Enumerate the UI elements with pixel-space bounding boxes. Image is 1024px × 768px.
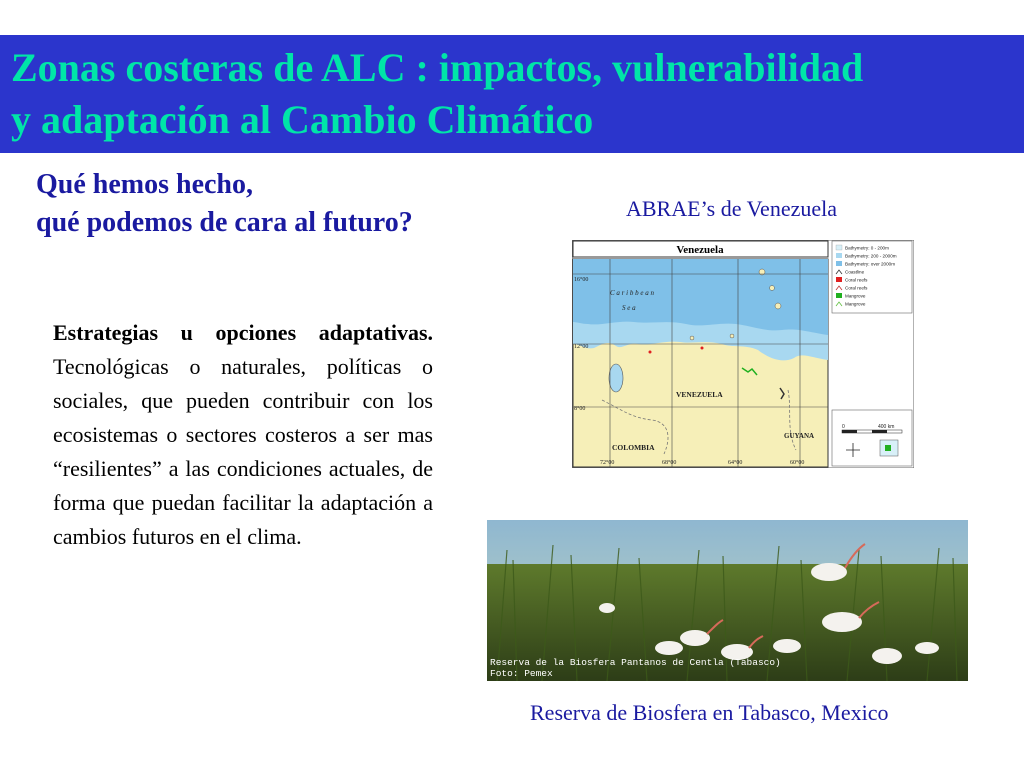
lat-tick: 12°00 (574, 344, 589, 350)
body-text: Tecnológicas o naturales, políticas o sociales, que pueden contribuir con los ecosistemas o sectores costeros a ser mas “resilientes” a las condiciones actuales, de forma que puedan facilitar la adaptación a cambios futuros en el clima. (53, 354, 433, 549)
lat-tick: 8°00 (574, 406, 586, 412)
subtitle-line-2: qué podemos de cara al futuro? (36, 207, 413, 238)
slide-title-line-2: y adaptación al Cambio Climático (11, 97, 594, 142)
map-scale-box (832, 410, 912, 466)
venezuela-map (572, 240, 914, 468)
legend-item: Coral reefs (845, 285, 868, 291)
photo-overlay-line-1: Reserva de la Biosfera Pantanos de Centla (Tabasco) (490, 657, 781, 668)
label-sea1: C a r i b b e a n (610, 289, 654, 297)
map-heading: Venezuela (676, 244, 724, 256)
legend-item: Coastline (845, 269, 865, 275)
legend-item: Coral reefs (845, 277, 868, 283)
wetland-birds-photo (487, 520, 968, 681)
lat-tick: 16°00 (574, 277, 589, 283)
subtitle-line-1: Qué hemos hecho, (36, 169, 253, 200)
legend-item: Bathymetry: 200 - 2000m (845, 253, 897, 259)
lon-tick: 72°00 (600, 460, 615, 466)
scale-start: 0 (842, 424, 845, 430)
label-venezuela: VENEZUELA (676, 390, 723, 399)
legend-item: Mangrove (845, 293, 866, 299)
lon-tick: 60°00 (790, 460, 805, 466)
photo-caption: Reserva de Biosfera en Tabasco, Mexico (530, 700, 889, 725)
scale-end: 400 km (878, 424, 895, 430)
map-legend (832, 241, 912, 313)
label-sea2: S e a (622, 304, 636, 312)
body-bold-lead: Estrategias u opciones adaptativas. (53, 320, 433, 345)
label-guyana: GUYANA (784, 432, 815, 440)
lake-maracaibo (609, 364, 623, 392)
map-caption: ABRAE’s de Venezuela (626, 196, 837, 221)
lon-tick: 64°00 (728, 460, 743, 466)
label-colombia: COLOMBIA (612, 443, 655, 452)
legend-item: Bathymetry: over 2000m (845, 261, 896, 267)
lon-tick: 68°00 (662, 460, 677, 466)
photo-overlay-line-2: Foto: Pemex (490, 668, 553, 679)
slide-title-line-1: Zonas costeras de ALC : impactos, vulnerabilidad (11, 45, 864, 90)
legend-item: Bathymetry: 0 - 200m (845, 245, 889, 251)
slide-title (11, 42, 863, 146)
legend-item: Mangrove (845, 301, 866, 307)
body-paragraph (53, 316, 433, 554)
slide-subtitle (36, 166, 413, 242)
